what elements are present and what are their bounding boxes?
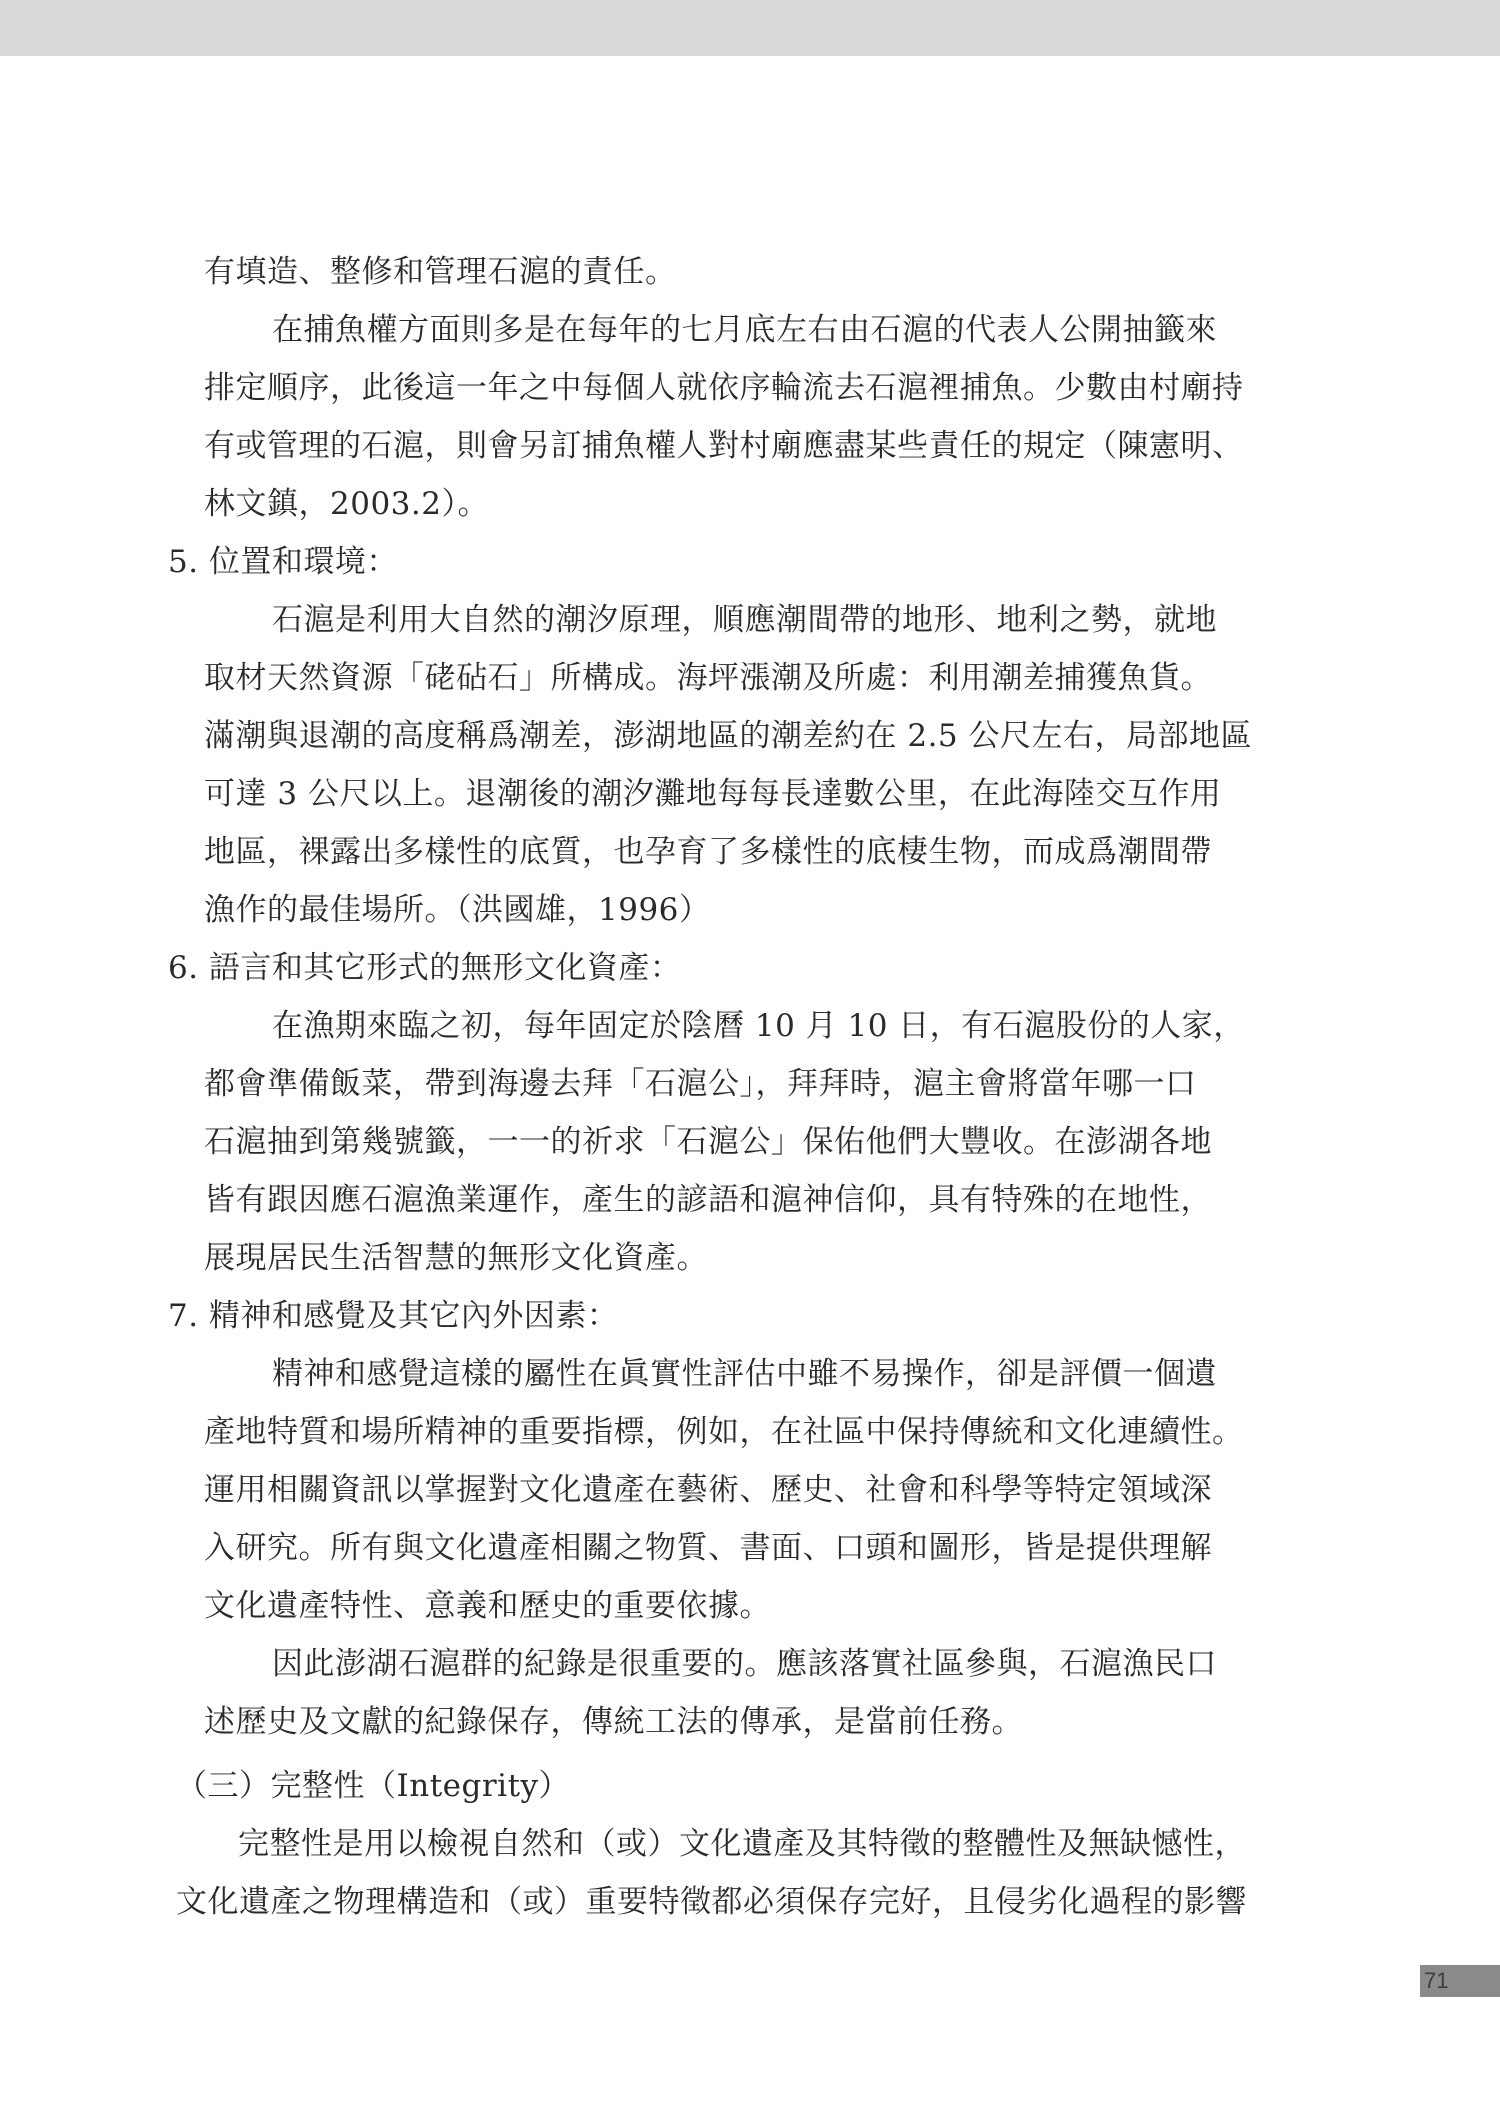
body-line: 取材天然資源「硓砧石」所構成。海坪漲潮及所處：利用潮差捕獲魚貨。 — [204, 660, 1212, 696]
body-line: 可達 3 公尺以上。退潮後的潮汐灘地每每長達數公里，在此海陸交互作用 — [204, 776, 1222, 812]
body-line: 漁作的最佳場所。（洪國雄，1996） — [204, 892, 711, 928]
body-line: 滿潮與退潮的高度稱爲潮差，澎湖地區的潮差約在 2.5 公尺左右，局部地區 — [204, 718, 1253, 754]
page-number: 71 — [1424, 1968, 1449, 1993]
body-line: 有或管理的石滬，則會另訂捕魚權人對村廟應盡某些責任的規定（陳憲明、 — [204, 428, 1244, 464]
body-line: 在捕魚權方面則多是在每年的七月底左右由石滬的代表人公開抽籤來 — [272, 312, 1217, 348]
body-line: 文化遺產之物理構造和（或）重要特徵都必須保存完好，且侵劣化過程的影響 — [176, 1884, 1247, 1920]
section-heading: 6. 語言和其它形式的無形文化資產： — [168, 950, 682, 986]
body-line: 完整性是用以檢視自然和（或）文化遺產及其特徵的整體性及無缺憾性， — [238, 1826, 1246, 1862]
body-line: 因此澎湖石滬群的紀錄是很重要的。應該落實社區參與，石滬漁民口 — [272, 1646, 1217, 1682]
body-line: 產地特質和場所精神的重要指標，例如，在社區中保持傳統和文化連續性。 — [204, 1414, 1244, 1450]
body-line: 述歷史及文獻的紀錄保存，傳統工法的傳承，是當前任務。 — [204, 1704, 1023, 1740]
body-line: 入研究。所有與文化遺產相關之物質、書面、口頭和圖形，皆是提供理解 — [204, 1530, 1212, 1566]
body-line: 林文鎮，2003.2）。 — [204, 486, 489, 522]
body-line: 皆有跟因應石滬漁業運作，產生的諺語和滬神信仰，具有特殊的在地性， — [204, 1182, 1212, 1218]
body-line: 都會準備飯菜，帶到海邊去拜「石滬公」，拜拜時，滬主會將當年哪一口 — [204, 1066, 1197, 1102]
body-line: 有填造、整修和管理石滬的責任。 — [204, 254, 677, 290]
body-line: 展現居民生活智慧的無形文化資產。 — [204, 1240, 708, 1276]
body-line: 排定順序，此後這一年之中每個人就依序輪流去石滬裡捕魚。少數由村廟持 — [204, 370, 1244, 406]
subsection-heading: （三）完整性（Integrity） — [176, 1768, 571, 1804]
section-heading: 5. 位置和環境： — [168, 544, 398, 580]
body-line: 地區，裸露出多樣性的底質，也孕育了多樣性的底棲生物，而成爲潮間帶 — [204, 834, 1212, 870]
body-line: 運用相關資訊以掌握對文化遺產在藝術、歷史、社會和科學等特定領域深 — [204, 1472, 1212, 1508]
body-line: 石滬抽到第幾號籤，一一的祈求「石滬公」保佑他們大豐收。在澎湖各地 — [204, 1124, 1212, 1160]
body-line: 精神和感覺這樣的屬性在眞實性評估中雖不易操作，卻是評價一個遺 — [272, 1356, 1217, 1392]
body-line: 文化遺產特性、意義和歷史的重要依據。 — [204, 1588, 771, 1624]
body-line: 在漁期來臨之初，每年固定於陰曆 10 月 10 日，有石滬股份的人家， — [272, 1008, 1245, 1044]
body-line: 石滬是利用大自然的潮汐原理，順應潮間帶的地形、地利之勢，就地 — [272, 602, 1217, 638]
section-heading: 7. 精神和感覺及其它內外因素： — [168, 1298, 619, 1334]
